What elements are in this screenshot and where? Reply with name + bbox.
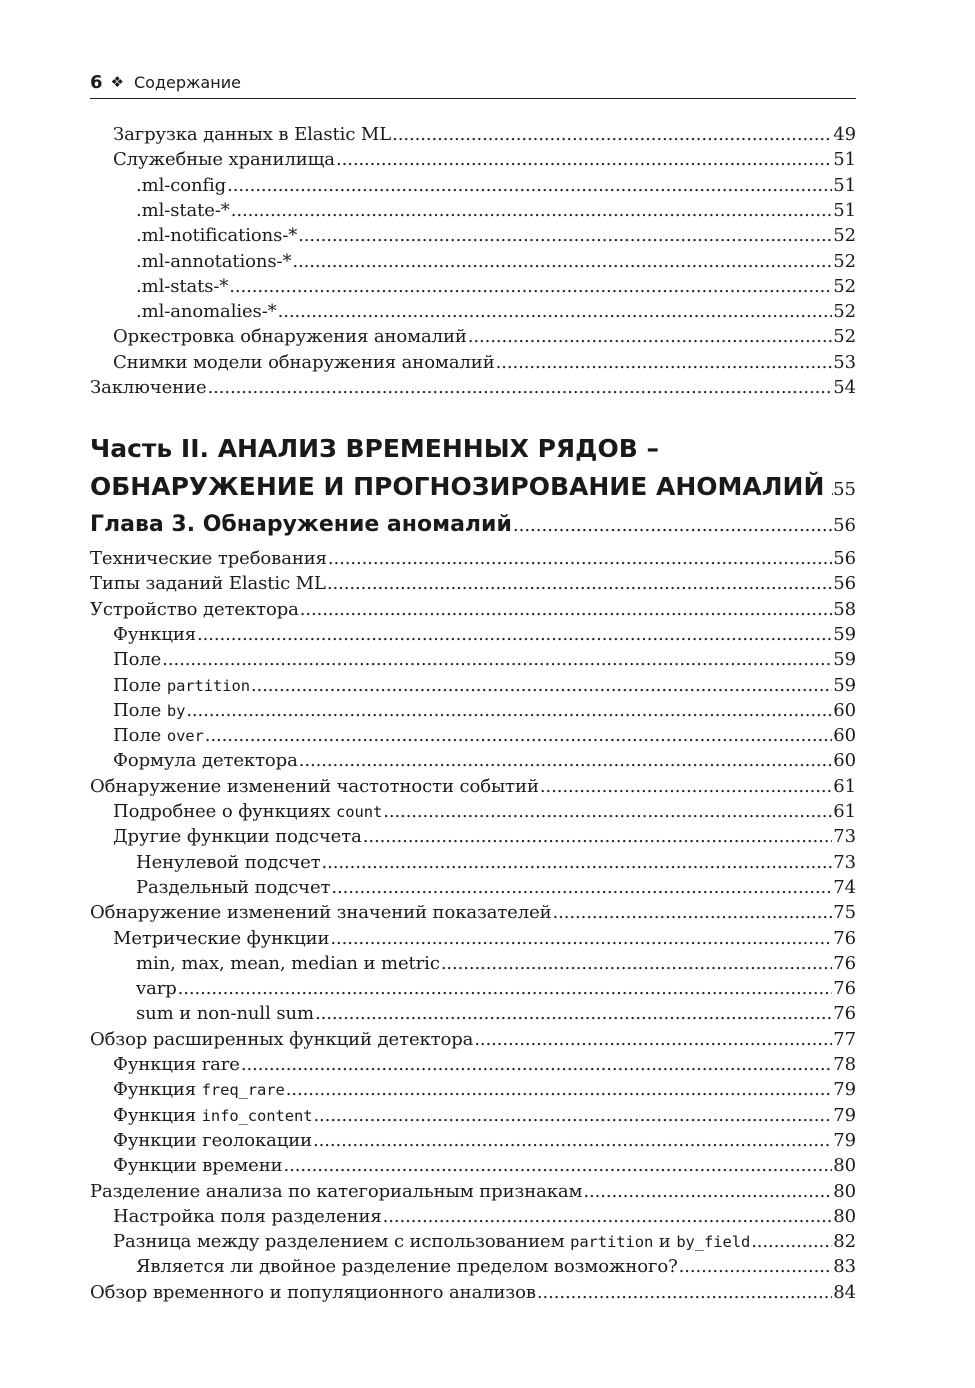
toc-entry-title	[113, 1230, 750, 1254]
leader-dots	[284, 1154, 833, 1178]
toc-entry-text: Снимки модели обнаружения аномалий	[113, 351, 495, 373]
leader-dots	[751, 1230, 832, 1254]
toc-entry-page: 52	[833, 301, 856, 323]
toc-entry-title	[113, 674, 250, 698]
chapter-title: Глава 3. Обнаружение аномалий	[90, 512, 512, 537]
leader-dots	[513, 515, 832, 536]
leader-dots	[231, 199, 833, 223]
toc-entry-page: 60	[833, 699, 856, 721]
toc-entry-text: Заключение	[90, 377, 207, 398]
toc-entry-title	[113, 648, 161, 672]
toc-entry-text: Ненулевой подсчет	[136, 851, 321, 873]
leader-dots	[315, 1002, 832, 1026]
toc-entry-page: 51	[833, 149, 856, 171]
leader-dots	[178, 977, 833, 1001]
toc-entry-page: 59	[833, 649, 856, 671]
toc-entry-page: 52	[833, 275, 856, 297]
toc-entry-title	[90, 1281, 536, 1305]
toc-entry-text: Раздельный подсчет	[136, 876, 331, 898]
part-heading	[90, 430, 856, 509]
toc-entry[interactable]	[113, 800, 856, 824]
toc-entry[interactable]	[113, 674, 856, 698]
toc-entry-code: partition	[166, 676, 250, 695]
toc-entry-text: Функция rare	[113, 1054, 240, 1075]
toc-entry[interactable]	[136, 851, 856, 875]
leader-dots	[322, 851, 833, 875]
toc-entry-title	[113, 724, 204, 748]
toc-entry[interactable]	[113, 1230, 856, 1254]
toc-entry[interactable]	[136, 1255, 856, 1279]
chapter-heading	[90, 512, 856, 544]
toc-entry[interactable]	[90, 1180, 856, 1204]
leader-dots	[331, 876, 832, 900]
part-title-line2: ОБНАРУЖЕНИЕ И ПРОГНОЗИРОВАНИЕ АНОМАЛИЙ	[90, 472, 825, 501]
toc-entry-text: Подробнее о функциях	[113, 801, 337, 822]
toc-entry-page: 54	[833, 377, 856, 398]
toc-entry-page: 56	[833, 548, 856, 569]
toc-entry-title	[90, 547, 327, 571]
toc-entry-page: 80	[833, 1205, 856, 1227]
toc-entry-page: 82	[833, 1231, 856, 1253]
toc-entry-text: .ml-anomalies-*	[136, 301, 277, 323]
toc-entry-text: Обзор расширенных функций детектора	[90, 1028, 474, 1050]
toc-entry-page: 52	[833, 225, 856, 247]
toc-entry-title	[113, 1129, 312, 1153]
leader-dots	[679, 1255, 833, 1279]
toc-entry-code: partition	[570, 1233, 654, 1252]
toc-entry-text: Технические требования	[90, 548, 327, 569]
toc-entry-code: freq_rare	[201, 1081, 285, 1100]
leader-dots	[313, 1129, 832, 1153]
toc-entry-text: varp	[136, 978, 177, 1000]
toc-entry-page: 53	[833, 351, 856, 373]
toc-entry-page: 60	[833, 725, 856, 747]
toc-entry[interactable]	[136, 876, 856, 900]
toc-entry-text: Поле	[113, 674, 167, 696]
toc-entry-text: Обнаружение изменений частотности событий	[90, 775, 539, 797]
leader-dots	[241, 1053, 832, 1077]
leader-dots	[229, 275, 832, 299]
toc-entry-title	[113, 825, 362, 849]
toc-entry[interactable]	[136, 250, 856, 274]
toc-entry-text: Функция	[113, 1079, 202, 1101]
leader-dots	[197, 623, 832, 647]
toc-entry[interactable]	[136, 199, 856, 223]
leader-dots	[540, 775, 832, 799]
toc-entry[interactable]	[113, 1053, 856, 1077]
leader-dots	[496, 351, 833, 375]
toc-entry-title	[136, 224, 297, 248]
leader-dots	[330, 927, 832, 951]
toc-entry-code: count	[336, 803, 383, 821]
toc-entry-page: 76	[833, 1003, 856, 1025]
leader-dots	[383, 800, 832, 824]
toc-entry-page: 73	[833, 826, 856, 848]
toc-entry[interactable]	[113, 749, 856, 773]
toc-entry-page: 51	[833, 174, 856, 196]
toc-entry-page: 61	[833, 801, 856, 822]
toc-entry[interactable]	[136, 174, 856, 198]
leader-dots	[363, 825, 833, 849]
toc-entry-title	[113, 351, 495, 375]
toc-entry[interactable]	[113, 325, 856, 349]
toc-entry-title	[136, 876, 330, 900]
toc-entry-title	[113, 1053, 240, 1077]
toc-entry[interactable]	[90, 572, 856, 596]
toc-entry-title	[136, 275, 228, 299]
toc-entry[interactable]	[113, 699, 856, 723]
toc-entry[interactable]	[113, 648, 856, 672]
leader-dots	[336, 148, 832, 172]
leader-dots	[441, 952, 832, 976]
toc-entry[interactable]	[113, 1078, 856, 1102]
toc-entry[interactable]	[113, 123, 856, 147]
toc-entry-title	[90, 376, 207, 400]
toc-entry-text: Обзор временного и популяционного анализов	[90, 1281, 536, 1303]
toc-entry[interactable]	[90, 376, 856, 400]
header-rule	[90, 98, 856, 99]
toc-entry-title	[113, 699, 185, 723]
toc-entry-title	[113, 927, 329, 951]
toc-entry[interactable]	[90, 598, 856, 622]
toc-entry-page: 59	[833, 623, 856, 645]
toc-entry-text: Настройка поля разделения	[113, 1205, 382, 1227]
leader-dots	[299, 749, 833, 773]
toc-entry-page: 77	[833, 1028, 856, 1050]
toc-entry-text: .ml-notifications-*	[136, 225, 298, 247]
chapter-page-number: 56	[833, 515, 856, 536]
toc-entry-text: Поле	[113, 649, 162, 671]
toc-entry-page: 76	[833, 978, 856, 1000]
toc-entry[interactable]	[90, 775, 856, 799]
toc-entry-page: 79	[833, 1129, 856, 1151]
leader-dots	[392, 123, 832, 147]
part-title-line1: Часть II. АНАЛИЗ ВРЕМЕННЫХ РЯДОВ –	[90, 434, 659, 463]
toc-entry-text: .ml-state-*	[136, 199, 230, 221]
leader-dots	[553, 901, 833, 925]
leader-dots	[278, 300, 833, 324]
toc-entry-text: .ml-config	[136, 174, 227, 196]
toc-entry-title	[136, 1002, 314, 1026]
toc-entry-text: Поле	[113, 699, 167, 721]
leader-dots	[383, 1205, 833, 1229]
toc-entry-code: info_content	[201, 1106, 313, 1125]
toc-entry-page: 83	[833, 1256, 856, 1278]
toc-entry-text: Поле	[113, 725, 167, 747]
toc-entry-page: 84	[833, 1281, 856, 1303]
leader-dots	[286, 1078, 833, 1102]
leader-dots	[251, 674, 832, 698]
toc-entry[interactable]	[113, 1129, 856, 1153]
toc-entry-text: Разница между разделением с использованием	[113, 1231, 571, 1253]
toc-entry-page: 52	[833, 250, 856, 272]
leader-dots	[227, 174, 832, 198]
toc-entry-title	[113, 148, 335, 172]
toc-entry-page: 74	[833, 876, 856, 898]
toc-entry[interactable]	[90, 1281, 856, 1305]
toc-entry[interactable]	[136, 1002, 856, 1026]
toc-entry-title	[90, 901, 552, 925]
toc-entry[interactable]	[113, 825, 856, 849]
toc-entry[interactable]	[90, 1028, 856, 1052]
leader-dots	[313, 1104, 832, 1128]
toc-entry-text: Обнаружение изменений значений показателей	[90, 902, 552, 924]
toc-entry[interactable]	[136, 275, 856, 299]
toc-entry-title	[113, 1078, 285, 1102]
toc-entry[interactable]	[113, 724, 856, 748]
part-title-line2-row	[90, 468, 856, 509]
toc-entry-page: 73	[833, 851, 856, 873]
leader-dots	[208, 376, 833, 400]
toc-entry-page: 80	[833, 1180, 856, 1202]
toc-entry-title	[113, 325, 467, 349]
running-header-title: Содержание	[133, 72, 241, 92]
toc-entry-text: Функции времени	[113, 1155, 283, 1177]
toc-entry[interactable]	[113, 1154, 856, 1178]
toc-entry[interactable]	[113, 351, 856, 375]
page-number: 6	[90, 71, 103, 93]
toc-entry[interactable]	[113, 927, 856, 951]
toc-entry-title	[113, 123, 391, 147]
toc-entry[interactable]	[136, 300, 856, 324]
toc-entry-text: Загрузка данных в Elastic ML	[113, 124, 392, 145]
toc-entry-title	[90, 1028, 473, 1052]
part-page-number: 55	[833, 479, 856, 500]
leader-dots	[186, 699, 832, 723]
toc-entry-page: 56	[833, 573, 856, 595]
leader-dots	[474, 1028, 832, 1052]
toc-entry-text: Оркестровка обнаружения аномалий	[113, 326, 467, 348]
toc-entry-title	[113, 623, 196, 647]
toc-entry-title	[90, 572, 326, 596]
toc-entry-text: Метрические функции	[113, 927, 330, 949]
toc-entry-page: 59	[833, 674, 856, 696]
leader-dots	[583, 1180, 832, 1204]
leader-dots	[292, 250, 832, 274]
toc-entry-text: Является ли двойное разделение пределом возможного?	[136, 1256, 678, 1278]
toc-entry-page: 52	[833, 326, 856, 348]
toc-entry-text: sum и non-null sum	[136, 1003, 314, 1025]
toc-entry-title	[136, 199, 230, 223]
toc-entry-title	[90, 775, 539, 799]
toc-entry-page: 60	[833, 750, 856, 772]
leader-dots	[162, 648, 832, 672]
toc-entry[interactable]	[113, 1205, 856, 1229]
toc-entry-text: Функция	[113, 623, 197, 645]
toc-entry-title	[136, 952, 440, 976]
toc-entry-text: и	[653, 1231, 677, 1253]
toc-entry-title	[136, 174, 226, 198]
toc-entry-title	[136, 300, 277, 324]
toc-entry[interactable]	[136, 977, 856, 1001]
toc-entry-page: 76	[833, 927, 856, 949]
leader-dots	[327, 572, 832, 596]
toc-entry-text: .ml-stats-*	[136, 275, 229, 297]
toc-entry-page: 79	[833, 1104, 856, 1126]
leader-dots	[537, 1281, 832, 1305]
toc-entry-code: by	[166, 701, 186, 720]
toc-entry-text: Разделение анализа по категориальным признакам	[90, 1180, 583, 1202]
toc-entry-page: 58	[833, 598, 856, 620]
toc-entry-title	[90, 598, 299, 622]
toc-entry-title	[113, 1104, 312, 1128]
toc-entry-title	[113, 1154, 283, 1178]
leader-dots	[205, 724, 833, 748]
toc-entry-text: Другие функции подсчета	[113, 826, 362, 848]
toc-entry[interactable]	[113, 148, 856, 172]
toc-entry-text: Функция	[113, 1104, 202, 1126]
toc-entry-page: 49	[833, 124, 856, 145]
toc-entry[interactable]	[113, 623, 856, 647]
toc-entry-text: .ml-annotations-*	[136, 250, 292, 272]
toc-entry-page: 61	[833, 775, 856, 797]
toc-entry-title	[90, 1180, 582, 1204]
toc-entry[interactable]	[136, 224, 856, 248]
toc-entry-code: over	[166, 727, 204, 746]
toc-entry-page: 78	[833, 1054, 856, 1075]
toc-entry[interactable]	[90, 901, 856, 925]
running-header	[90, 68, 856, 96]
toc-entry-title	[136, 977, 177, 1001]
leader-dots	[468, 325, 833, 349]
toc-entry-page: 51	[833, 199, 856, 221]
toc-entry[interactable]	[136, 952, 856, 976]
toc-entry-page: 79	[833, 1079, 856, 1101]
toc-entry-text: Устройство детектора	[90, 598, 299, 620]
toc-entry-title	[113, 749, 298, 773]
toc-entry-page: 76	[833, 952, 856, 974]
toc-entry-page: 80	[833, 1155, 856, 1177]
toc-entry-text: Служебные хранилища	[113, 149, 335, 171]
toc-entry-text: Функции геолокации	[113, 1129, 313, 1151]
toc-entry-text: min, max, mean, median и metric	[136, 952, 440, 974]
toc-entry-code: by_field	[676, 1233, 751, 1252]
toc-entry-page: 75	[833, 902, 856, 924]
toc-entry[interactable]	[113, 1104, 856, 1128]
leader-dots	[300, 598, 833, 622]
toc-entry-title	[136, 851, 321, 875]
leader-dots	[298, 224, 832, 248]
toc-entry-title	[136, 1255, 678, 1279]
ornament-icon: ❖	[110, 73, 124, 91]
toc-entry-title	[136, 250, 291, 274]
leader-dots	[328, 547, 832, 571]
toc-entry-text: Типы заданий Elastic ML	[90, 573, 326, 595]
toc-entry-text: Формула детектора	[113, 750, 298, 772]
toc-entry-title	[113, 1205, 382, 1229]
toc-entry[interactable]	[90, 547, 856, 571]
toc-entry-title	[113, 800, 382, 824]
